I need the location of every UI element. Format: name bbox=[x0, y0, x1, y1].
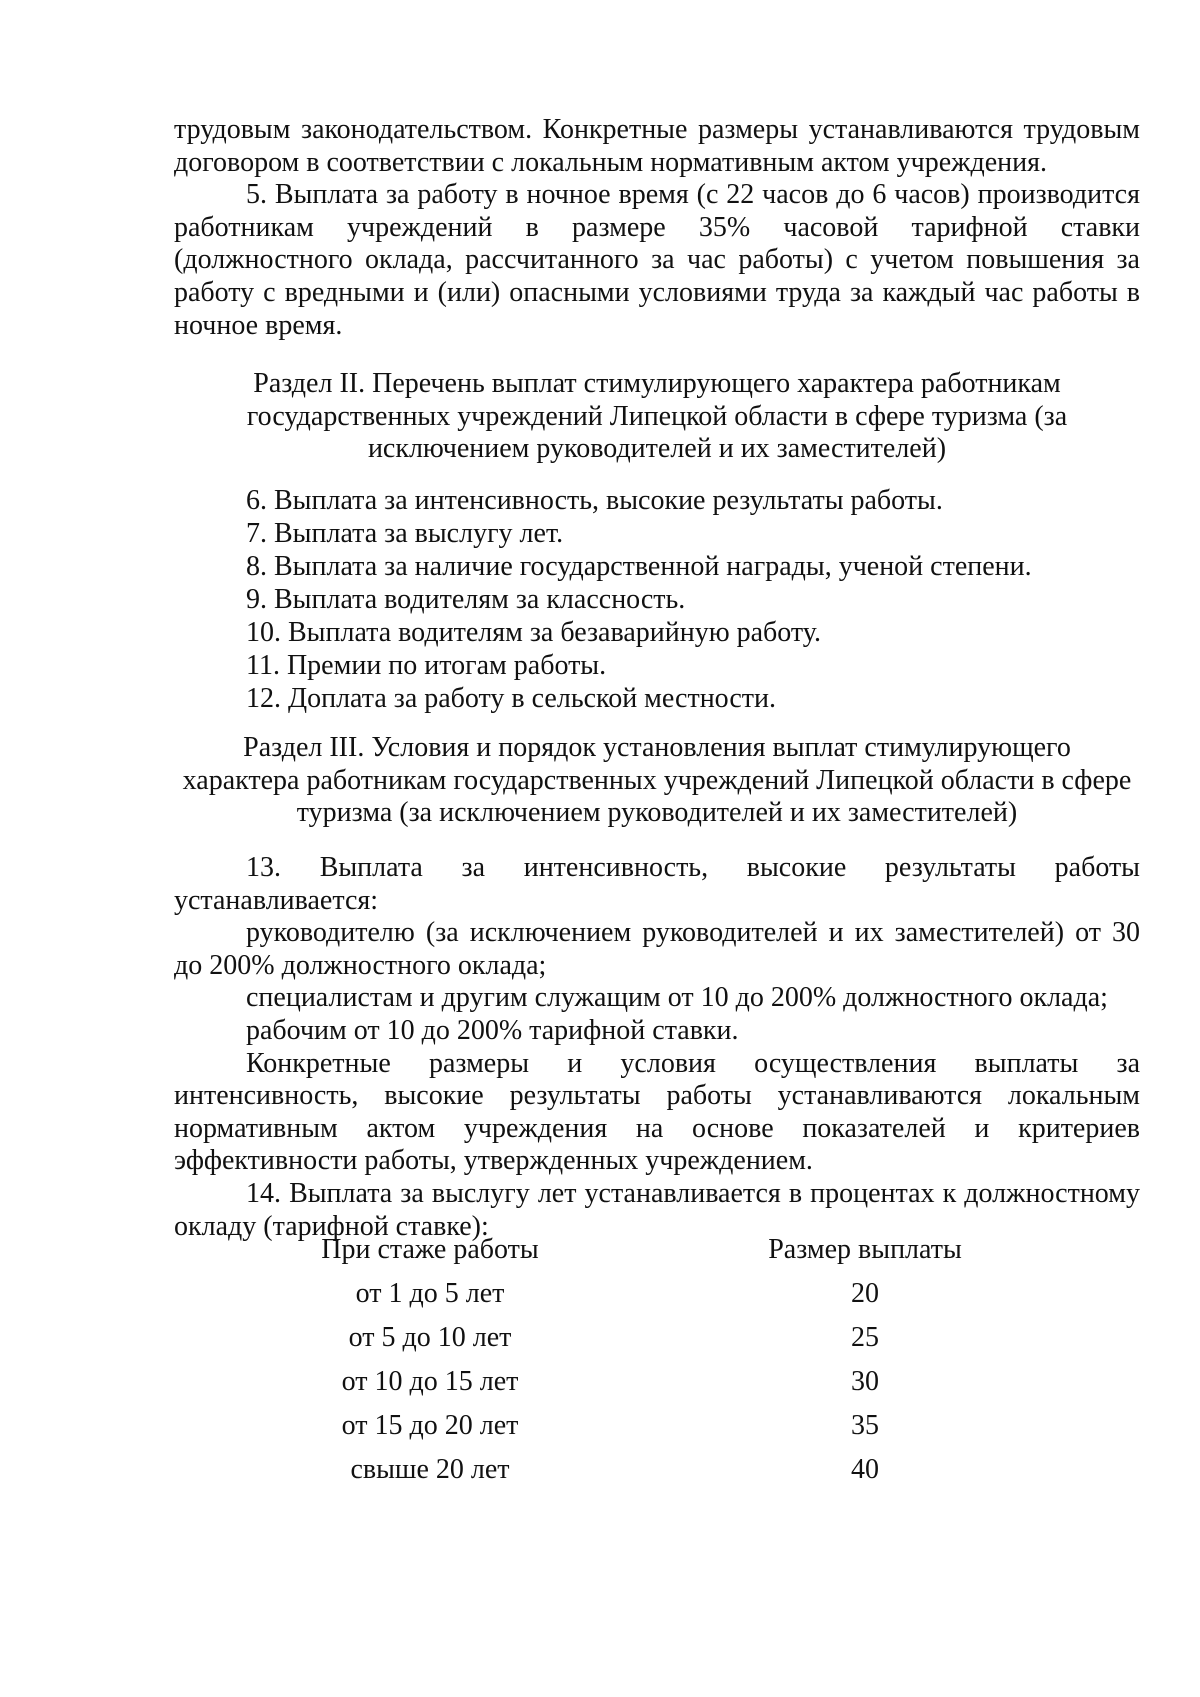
payments-list bbox=[174, 484, 1140, 715]
section-2-line-1: Раздел II. Перечень выплат стимулирующего характера работникам bbox=[253, 368, 1061, 399]
cell-experience: от 15 до 20 лет bbox=[341, 1410, 519, 1441]
seniority-table bbox=[0, 1228, 1200, 1492]
item-13-workers: рабочим от 10 до 200% тарифной ставки. bbox=[246, 1014, 739, 1046]
table-row bbox=[0, 1448, 1200, 1492]
item-13-specific-sizes: Конкретные размеры и условия осуществления выплаты за интенсивность, высокие результаты работы устанавливаются локальным нормативным актом учреждения на основе показателей и критериев эффективности работы, утвержденных учреждением. bbox=[174, 1047, 1140, 1177]
table-row bbox=[0, 1360, 1200, 1404]
section-2-heading bbox=[174, 368, 1140, 466]
header-payment-size: Размер выплаты bbox=[768, 1234, 962, 1265]
section-3-heading bbox=[174, 732, 1140, 830]
cell-payment: 40 bbox=[851, 1454, 879, 1485]
item-5-night-work: 5. Выплата за работу в ночное время (с 22 часов до 6 часов) производится работникам учреждений в размере 35% часовой тарифной ставки (должностного оклада, рассчитанного за час работы) с учетом повышения за работу с вредными и (или) опасными условиями труда за каждый час работы в ночное время. bbox=[174, 179, 1140, 341]
paragraph-labor-law: трудовым законодательством. Конкретные размеры устанавливаются трудовым договором в соответствии с локальным нормативным актом учреждения. bbox=[174, 114, 1140, 178]
cell-payment: 35 bbox=[851, 1410, 879, 1441]
header-experience: При стаже работы bbox=[321, 1234, 539, 1265]
table-row bbox=[0, 1272, 1200, 1316]
table-header-row bbox=[0, 1228, 1200, 1272]
cell-payment: 30 bbox=[851, 1366, 879, 1397]
table-row bbox=[0, 1404, 1200, 1448]
list-item: 11. Премии по итогам работы. bbox=[246, 650, 607, 681]
item-13-intro: 13. Выплата за интенсивность, высокие результаты работы устанавливается: bbox=[174, 852, 1140, 916]
paragraph-top bbox=[174, 114, 1140, 342]
list-item: 7. Выплата за выслугу лет. bbox=[246, 518, 564, 549]
list-item: 6. Выплата за интенсивность, высокие результаты работы. bbox=[246, 485, 943, 516]
section-3-line-2: характера работникам государственных учреждений Липецкой области в сфере bbox=[182, 764, 1132, 796]
list-item: 8. Выплата за наличие государственной награды, ученой степени. bbox=[246, 551, 1032, 582]
cell-experience: от 5 до 10 лет bbox=[348, 1322, 512, 1353]
section-3-line-1: Раздел III. Условия и порядок установления выплат стимулирующего bbox=[243, 732, 1071, 763]
cell-experience: свыше 20 лет bbox=[350, 1454, 510, 1485]
list-item: 10. Выплата водителям за безаварийную работу. bbox=[246, 617, 821, 648]
cell-payment: 20 bbox=[851, 1278, 879, 1309]
item-13-managers: руководителю (за исключением руководителей и их заместителей) от 30 до 200% должностного оклада; bbox=[174, 917, 1140, 981]
item-13 bbox=[174, 852, 1140, 1243]
section-2-line-3: исключением руководителей и их заместителей) bbox=[367, 433, 947, 465]
cell-experience: от 1 до 5 лет bbox=[355, 1278, 505, 1309]
item-13-specialists: специалистам и другим служащим от 10 до 200% должностного оклада; bbox=[246, 982, 1108, 1014]
cell-payment: 25 bbox=[851, 1322, 879, 1353]
section-3-line-3: туризма (за исключением руководителей и их заместителей) bbox=[296, 797, 1018, 829]
item-14: 14. Выплата за выслугу лет устанавливается в процентах к должностному окладу (тарифной ставке): bbox=[174, 1177, 1140, 1242]
cell-experience: от 10 до 15 лет bbox=[341, 1366, 519, 1397]
list-item: 9. Выплата водителям за классность. bbox=[246, 584, 686, 615]
list-item: 12. Доплата за работу в сельской местности. bbox=[246, 683, 777, 714]
table-row bbox=[0, 1316, 1200, 1360]
section-2-line-2: государственных учреждений Липецкой области в сфере туризма (за bbox=[246, 400, 1068, 432]
